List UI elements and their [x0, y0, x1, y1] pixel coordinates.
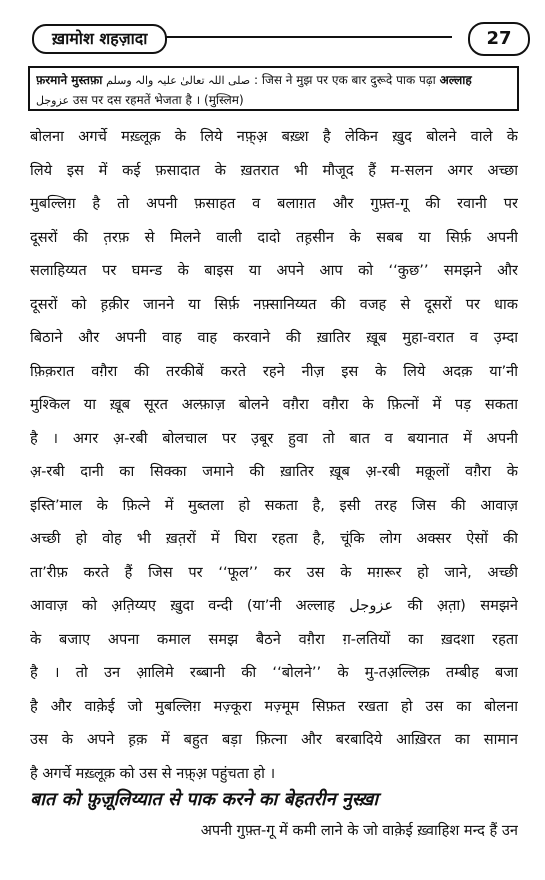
body-line: के बजाए अपना कमाल समझ बैठने वग़ैरा ग़-लतियों का ख़दशा रहता [30, 630, 518, 648]
body-line: आवाज़ को अ़त़िय्यए ख़ुदा वन्दी (या’नी अल्लाह عزوجل की अ़त़ा) समझने [30, 597, 518, 614]
hadith-honorific-2: عزوجل [36, 94, 70, 107]
body-line: है । तो उन आ़लिमे रब्बानी की ‘‘बोलने’’ के मु-तअ़ल्लिक़ तम्बीह बजा [30, 664, 518, 681]
book-title: ख़ामोश शहज़ादा [32, 24, 167, 54]
hadith-line-1 [36, 71, 511, 88]
continuation-line: अपनी गुफ़्त-गू में कमी लाने के जो वाक़ेई ख़्वाहिश मन्द हैं उन [200, 822, 518, 839]
hadith-line2-text: उस पर दस रहमतें भेजता है । (मुस्लिम) [72, 93, 244, 107]
body-line: बोलना अगर्चे मख़्लूक़ के लिये नफ़्अ़ बख़्श है लेकिन ख़ुद बोलने वाले के [30, 128, 518, 145]
body-line: है अगर्चे मख़्लूक़ को उस से नफ़्अ़ पहुंचता हो । [30, 764, 276, 782]
page-number: 27 [468, 22, 530, 56]
hadith-line1-text: : जिस ने मुझ पर एक बार दुरूदे पाक पढ़ा [253, 73, 436, 87]
body-line: लिये इस में कई फ़सादात के ख़तरात भी मौजूद हैं म-सलन अगर अच्छा [30, 161, 518, 179]
body-line: इस्ति’माल के फ़ित्ने में मुब्तला हो सकता है, इसी तरह जिस की आवाज़ [30, 496, 518, 514]
body-line: मुबल्लिग़ है तो अपनी फ़साहत व बलाग़त और गुफ़्त-गू की रवानी पर [30, 195, 518, 212]
hadith-box [28, 66, 519, 111]
body-line: ता’रीफ़ करते हैं जिस पर ‘‘फूल’’ कर उस के मग़रूर हो जाने, अच्छी [30, 563, 518, 581]
body-line: है और वाक़ेई जो मुबल्लिग़ मज़्कूरा मज़्मूम सिफ़त रखता हो उस का बोलना [30, 697, 518, 715]
hadith-line-2 [36, 91, 511, 108]
body-paragraph [30, 120, 518, 790]
body-line: है । अगर अ़-रबी बोलचाल पर उ़बूर हुवा तो बात व बयानात में अपनी [30, 429, 518, 447]
body-line: बिठाने और अपनी वाह वाह करवाने की ख़ातिर ख़ूब मुहा-वरात व उ़म्दा [30, 329, 518, 346]
body-line: फ़िक़रात वग़ैरा की तरकीबें करते रहने नीज़ इस के लिये अदक़ या’नी [30, 362, 518, 380]
body-line: उस के अपने ह़क़ में बहुत बड़ा फ़ित्ना और बरबादिये आख़िरत का सामान [30, 731, 518, 748]
body-line: दूसरों को ह़क़ीर जानने या सिर्फ़ नफ़्सानिय्यत की वजह से दूसरों पर धाक [30, 295, 518, 313]
section-heading: बात को फ़ुज़ूलिय्यात से पाक करने का बेहतरीन नुस्ख़ा [30, 789, 379, 810]
body-line: सलाहिय्यत पर घमन्ड के बाइस या अपने आप को ‘‘कुछ’’ समझने और [30, 262, 518, 279]
hadith-label: फ़रमाने मुस्तफ़ा [36, 73, 103, 87]
body-line: दूसरों की त़रफ़ से मिलने वाली दादो तह़सीन के सबब या सिर्फ़ अपनी [30, 228, 518, 246]
body-line: मुश्किल या ख़ूब सूरत अल्फ़ाज़ बोलने वग़ैरा वग़ैरा के फ़ित्नों में पड़ सकता [30, 396, 518, 413]
hadith-honorific-1: صلی اللہ تعالیٰ علیہ والہ وسلم [106, 74, 251, 87]
body-line: अच्छी हो वोह भी ख़त़रों में घिरा रहता है, चूंकि लोग अक्सर ऐसों की [30, 530, 518, 547]
hadith-allah-word: अल्लाह [439, 73, 472, 87]
page-header [18, 20, 530, 56]
body-line: अ़-रबी दानी का सिक्का जमाने की ख़ातिर ख़ूब अ़-रबी मक़ूलों वग़ैरा के [30, 463, 518, 480]
